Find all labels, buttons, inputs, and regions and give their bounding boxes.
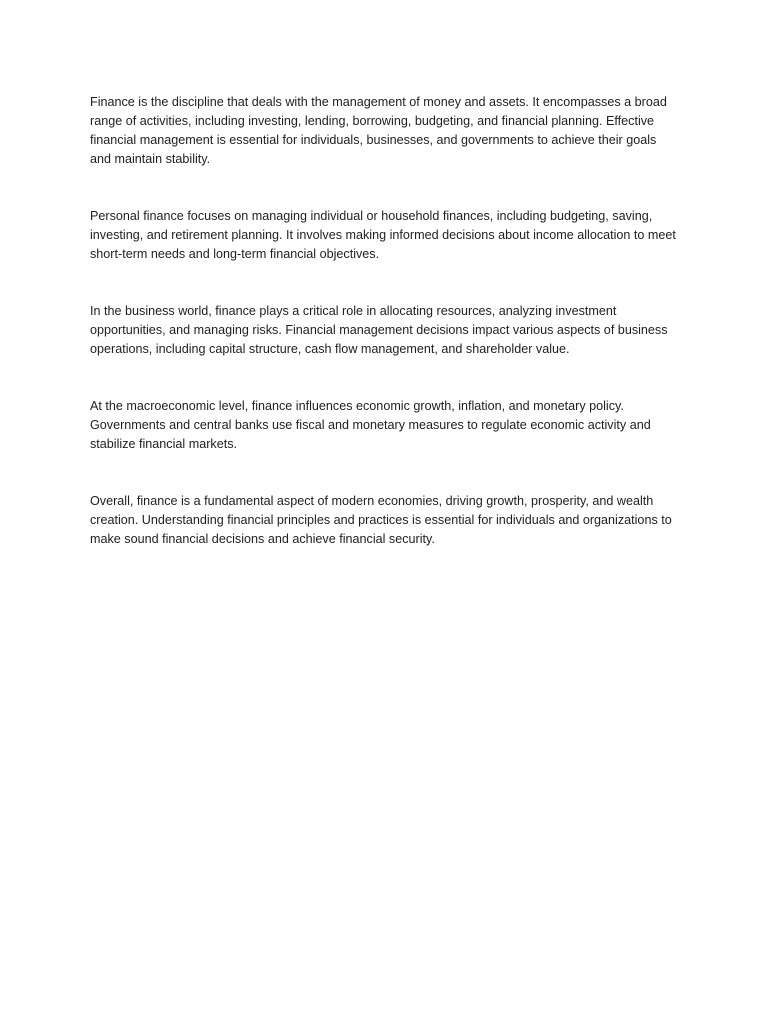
paragraph-business-finance: In the business world, finance plays a critical role in allocating resources, analyzing investment opportunities, and managing risks. Financial management decisions impact various aspects of business operations, including capital structure, cash flow management, and shareholder value. bbox=[90, 304, 668, 356]
paragraph-macroeconomic: At the macroeconomic level, finance influences economic growth, inflation, and monetary policy. Governments and central banks use fiscal and monetary measures to regulate economic activity and stabilize financial markets. bbox=[90, 399, 651, 451]
paragraph-overall: Overall, finance is a fundamental aspect of modern economies, driving growth, prosperity, and wealth creation. Understanding financial principles and practices is essential for individuals and organizations to make sound financial decisions and achieve financial security. bbox=[90, 494, 672, 546]
document-body bbox=[90, 93, 680, 587]
paragraph-intro: Finance is the discipline that deals with the management of money and assets. It encompasses a broad range of activities, including investing, lending, borrowing, budgeting, and financial planning. Effective financial management is essential for individuals, businesses, and governments to achieve their goals and maintain stability. bbox=[90, 95, 667, 166]
paragraph-personal-finance: Personal finance focuses on managing individual or household finances, including budgeting, saving, investing, and retirement planning. It involves making informed decisions about income allocation to meet short-term needs and long-term financial objectives. bbox=[90, 209, 676, 261]
